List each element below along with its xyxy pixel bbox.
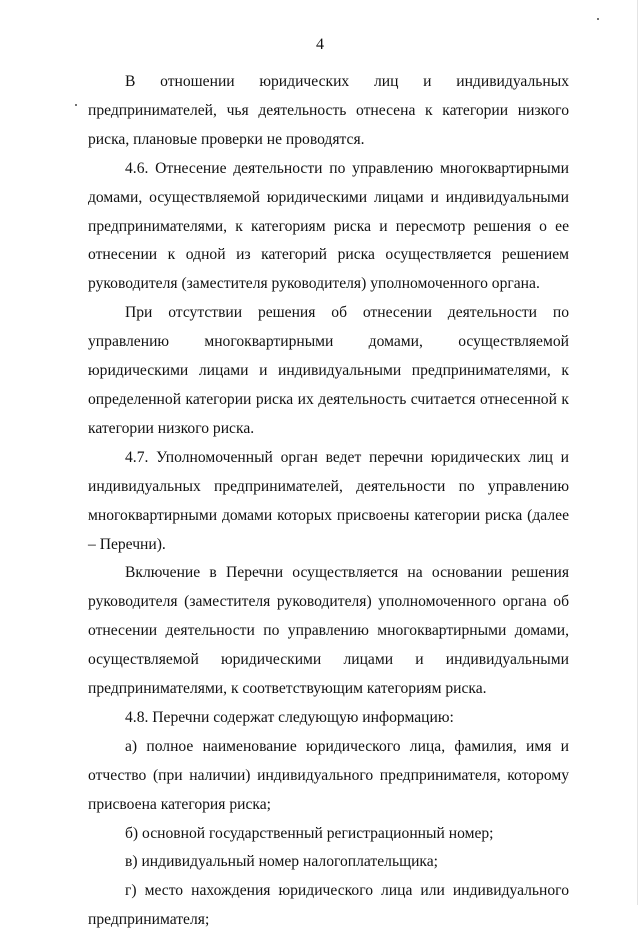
list-item-g: г) место нахождения юридического лица или индивидуального предпринимателя; <box>88 882 569 929</box>
paragraph-4-8: 4.8. Перечни содержат следующую информацию: <box>125 708 454 726</box>
document-body <box>88 68 569 935</box>
scan-edge-line <box>637 0 638 905</box>
list-item-v: в) индивидуальный номер налогоплательщика; <box>125 853 439 871</box>
paragraph-4-7: 4.7. Уполномоченный орган ведет перечни юридических лиц и индивидуальных предпринимателей, деятельности по управлению многоквартирными домами которых присвоены категории риска (далее – Перечни). <box>88 448 569 553</box>
paragraph-4-6: 4.6. Отнесение деятельности по управлению многоквартирными домами, осуществляемой юридическими лицами и индивидуальными предпринимателями, к категориям риска и пересмотр решения о ее отнесении к одной из категорий риска осуществляется решением руководителя (заместителя руководителя) уполномоченного органа. <box>88 159 569 293</box>
list-item-b: б) основной государственный регистрационный номер; <box>125 824 494 842</box>
scan-speck <box>597 18 599 20</box>
paragraph-no-decision: При отсутствии решения об отнесении деятельности по управлению многоквартирными домами, осуществляемой юридическими лицами и индивидуальными предпринимателями, к определенной категории риска их деятельность считается отнесенной к категории низкого риска. <box>88 304 569 437</box>
list-item-a: а) полное наименование юридического лица, фамилия, имя и отчество (при наличии) индивидуального предпринимателя, которому присвоена категория риска; <box>88 737 569 813</box>
scan-speck <box>75 104 77 106</box>
page-number: 4 <box>316 36 324 53</box>
paragraph-inclusion: Включение в Перечни осуществляется на основании решения руководителя (заместителя руководителя) уполномоченного органа об отнесении деятельности по управлению многоквартирными домами, осуществляемой юридическими лицами и индивидуальными предпринимателями, к соответствующим категориям риска. <box>88 564 569 698</box>
paragraph-low-risk: В отношении юридических лиц и индивидуальных предпринимателей, чья деятельность отнесена к категории низкого риска, плановые проверки не проводятся. <box>88 73 569 148</box>
